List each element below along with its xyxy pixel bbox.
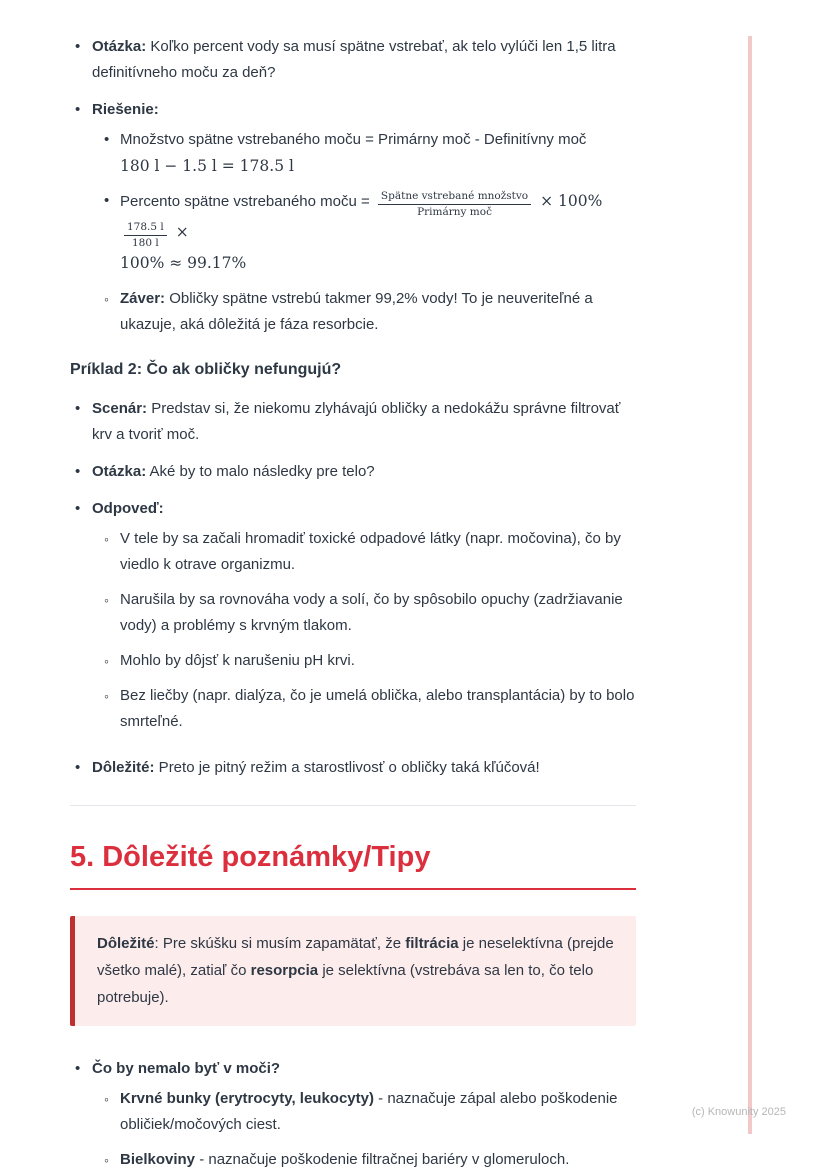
item-label: Záver:	[120, 290, 166, 307]
list-item-body	[120, 1147, 636, 1171]
list-item-body	[120, 683, 636, 735]
bullet-icon: •	[75, 500, 81, 517]
list-item-bielkoviny	[102, 1147, 636, 1171]
math-formula: 180 l − 1.5 l = 178.5 l	[120, 157, 294, 175]
fraction-numerator: Spätne vstrebané množstvo	[378, 190, 531, 205]
bullet-icon: •	[75, 1060, 81, 1077]
copyright-footer: (c) Knowunity 2025	[691, 1106, 786, 1118]
list-item-riesenie	[70, 97, 636, 347]
bullet-icon: ◦	[104, 1091, 109, 1107]
bullet-icon: ◦	[104, 291, 109, 307]
bullet-icon: •	[75, 759, 81, 776]
bullet-icon: •	[75, 400, 81, 417]
math-formula: ×	[170, 223, 189, 241]
callout-segment: : Pre skúšku si musím zapamätať, že	[154, 935, 406, 952]
item-text: Obličky spätne vstrebú takmer 99,2% vody! To je neuveriteľné a ukazuje, aká dôležitá je fáza resorbcie.	[120, 290, 593, 333]
bullet-icon: •	[104, 131, 110, 148]
item-text: V tele by sa začali hromadiť toxické odpadové látky (napr. močovina), čo by viedlo k otrave organizmu.	[120, 530, 621, 573]
item-text: - naznačuje poškodenie filtračnej bariéry v glomeruloch.	[195, 1151, 570, 1168]
item-label: Otázka:	[92, 463, 147, 480]
list-item-body	[92, 97, 636, 347]
item-text: Narušila by sa rovnováha vody a solí, čo by spôsobilo opuchy (zadržiavanie vody) a problémy s krvným tlakom.	[120, 591, 623, 634]
list-item-krvne-bunky	[102, 1086, 636, 1138]
section-title: 5. Dôležité poznámky/Tipy	[70, 840, 636, 890]
page-edge-marker	[748, 36, 752, 1134]
item-label: Bielkoviny	[120, 1151, 196, 1168]
list-item-body	[120, 648, 636, 674]
list-item-body	[120, 1086, 636, 1138]
item-text: Aké by to malo následky pre telo?	[146, 463, 375, 480]
list-item-body	[92, 34, 636, 86]
item-text: Percento spätne vstrebaného moču =	[120, 193, 374, 210]
fraction-denominator: 180 l	[132, 237, 159, 249]
list-item-odpoved-2	[102, 587, 636, 639]
bullet-icon: •	[75, 38, 81, 55]
list-item-moc-question	[70, 1056, 636, 1171]
item-label: Scenár:	[92, 400, 148, 417]
item-text: Predstav si, že niekomu zlyhávajú obličky a nedokážu správne filtrovať krv a tvoriť moč.	[92, 400, 621, 443]
list-item-scenar	[70, 396, 636, 448]
list-item-odpoved-1	[102, 526, 636, 578]
callout-segment: je neselektívna (prejde všetko malé), zatiaľ čo	[97, 935, 614, 979]
item-label: Otázka:	[92, 38, 147, 55]
nested-list	[102, 127, 636, 338]
bullet-icon: ◦	[104, 592, 109, 608]
item-label: Krvné bunky (erytrocyty, leukocyty)	[120, 1090, 374, 1107]
bullet-icon: ◦	[104, 531, 109, 547]
list-item-zaver	[102, 286, 636, 338]
math-formula: × 100%	[535, 192, 603, 210]
callout-important	[70, 916, 636, 1026]
list-item-dolezite	[70, 755, 636, 781]
list-item-odpoved-3	[102, 648, 636, 674]
callout-bold: filtrácia	[405, 935, 459, 952]
list-item-body	[120, 587, 636, 639]
list-item-body	[120, 127, 636, 179]
item-text: Preto je pitný režim a starostlivosť o obličky taká kľúčová!	[154, 759, 540, 776]
fraction-numerator: 178.5 l	[124, 221, 167, 236]
list-item-odpoved	[70, 496, 636, 744]
nested-list	[102, 526, 636, 735]
math-fraction	[124, 221, 167, 250]
bullet-icon: •	[104, 192, 110, 209]
list-item-mnozstvo	[102, 127, 636, 179]
item-text: Mohlo by dôjsť k narušeniu pH krvi.	[120, 652, 355, 669]
nested-list	[102, 1086, 636, 1171]
callout-bold: Dôležité	[97, 935, 155, 952]
bullet-icon: ◦	[104, 653, 109, 669]
list-item-body	[92, 396, 636, 448]
section-divider	[70, 805, 636, 806]
moc-section	[70, 1056, 636, 1171]
item-text: Množstvo spätne vstrebaného moču = Primárny moč - Definitívny moč	[120, 131, 587, 148]
list-item-body	[120, 526, 636, 578]
item-text: Bez liečby (napr. dialýza, čo je umelá oblička, alebo transplantácia) by to bolo smrteľné.	[120, 687, 635, 730]
math-formula: 100% ≈ 99.17%	[120, 254, 247, 272]
bullet-icon: •	[75, 101, 81, 118]
item-label: Odpoveď:	[92, 500, 164, 517]
item-label: Čo by nemalo byť v moči?	[92, 1060, 281, 1077]
list-item-otazka-1	[70, 34, 636, 86]
list-item-body	[92, 496, 636, 744]
fraction-denominator: Primárny moč	[417, 206, 492, 218]
list-item-body	[120, 188, 636, 277]
list-item-body	[120, 286, 636, 338]
item-label: Dôležité:	[92, 759, 155, 776]
callout-bold: resorpcia	[250, 962, 319, 979]
list-item-body	[92, 755, 636, 781]
list-item-otazka-2	[70, 459, 636, 485]
bullet-icon: ◦	[104, 688, 109, 704]
bullet-icon: ◦	[104, 1152, 109, 1168]
callout-text	[97, 930, 614, 1011]
subheading-priklad-2: Príklad 2: Čo ak obličky nefungujú?	[70, 361, 342, 378]
item-text: Koľko percent vody sa musí spätne vstrebať, ak telo vylúči len 1,5 litra definitívneho moču za deň?	[92, 38, 616, 81]
list-item-body	[92, 459, 636, 485]
math-fraction	[378, 190, 531, 219]
list-item-odpoved-4	[102, 683, 636, 735]
callout-segment: je selektívna (vstrebáva sa len to, čo telo potrebuje).	[97, 962, 594, 1006]
document-content	[70, 34, 636, 1171]
bullet-icon: •	[75, 463, 81, 480]
list-item-body	[92, 1056, 636, 1171]
list-item-percento	[102, 188, 636, 277]
item-text: - naznačuje zápal alebo poškodenie obličiek/močových ciest.	[120, 1090, 618, 1133]
item-label: Riešenie:	[92, 101, 159, 118]
